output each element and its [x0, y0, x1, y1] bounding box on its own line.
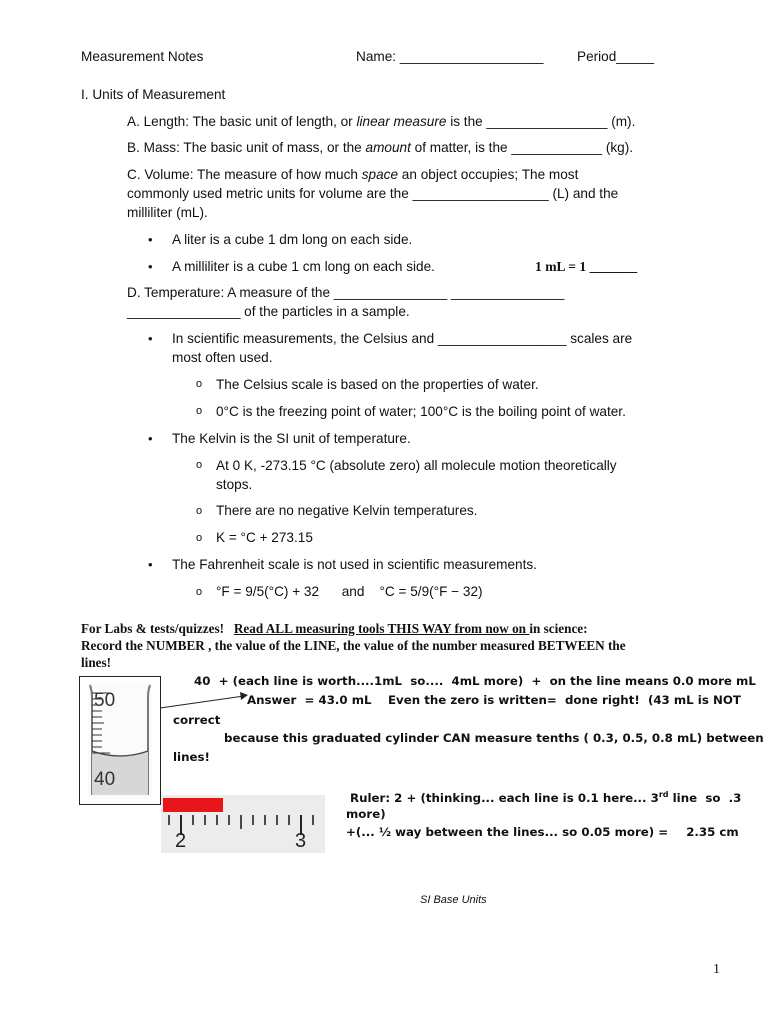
bullet-icon: • — [148, 259, 153, 274]
temperature-text-a: : A measure of the _______________ _______________ — [220, 285, 565, 300]
bullet-icon: • — [148, 431, 153, 446]
cylinder-answer — [247, 691, 741, 709]
kelvin-sub-2: There are no negative Kelvin temperatures. — [216, 503, 478, 518]
circle-bullet-icon: o — [196, 459, 203, 471]
kelvin-sub-1-line-1: At 0 K, -273.15 °C (absolute zero) all molecule motion theoretically — [216, 458, 617, 473]
length-emphasis: linear measure — [356, 114, 447, 129]
circle-bullet-icon: o — [196, 505, 203, 517]
document-title: Measurement Notes — [81, 49, 204, 64]
labs-emphasis: Read ALL measuring tools THIS WAY from now on — [233, 621, 530, 636]
length-label: A. Length — [127, 114, 186, 129]
volume-bullet-2: A milliliter is a cube 1 cm long on each side. — [172, 259, 435, 274]
ml-equation: 1 mL = 1 _______ — [535, 259, 638, 274]
section-heading: I. Units of Measurement — [81, 87, 226, 102]
ruler-answer-value: 2.35 cm — [686, 825, 739, 839]
length-text-a: : The basic unit of length, or — [185, 114, 357, 129]
volume-line-3: milliliter (mL). — [127, 205, 208, 220]
ruler-measurement-bar — [163, 798, 223, 812]
bullet-icon: • — [148, 232, 153, 247]
mass-text-b: of matter, is the ____________ (kg). — [410, 140, 634, 155]
labs-line-1 — [81, 620, 588, 638]
answer-label: Answer = — [247, 693, 319, 707]
ruler-note-1b: line so .3 — [668, 790, 742, 805]
mass-emphasis: amount — [365, 140, 411, 155]
circle-bullet-icon: o — [196, 532, 203, 544]
kelvin-sub-1-line-2: stops. — [216, 477, 253, 492]
cylinder-mark-40: 40 — [94, 769, 116, 790]
graduated-cylinder-image — [79, 676, 161, 805]
cylinder-note-3: correct — [173, 713, 221, 727]
temp-bullet-1-line-2: most often used. — [172, 350, 273, 365]
fahrenheit-formula: °F = 9/5(°C) + 32 and °C = 5/9(°F − 32) — [216, 584, 483, 599]
volume-text-a: : The measure of how much — [189, 167, 362, 182]
ruler-image — [161, 795, 325, 853]
volume-text-b: an object occupies; The most — [398, 167, 579, 182]
mass-text-a: : The basic unit of mass, or the — [176, 140, 366, 155]
labs-intro: For Labs & tests/quizzes! — [81, 621, 234, 636]
labs-line-2: Record the NUMBER , the value of the LINE, the value of the number measured BETWEEN the — [81, 638, 626, 653]
ruler-note-sup: rd — [658, 790, 669, 799]
ruler-note-3 — [346, 823, 739, 841]
answer-value: 43.0 mL — [318, 693, 372, 707]
mass-label: B. Mass — [127, 140, 177, 155]
period-field-label: Period_____ — [577, 49, 655, 64]
ruler-note-3-text: +(... ½ way between the lines... so 0.05 more) = — [346, 825, 669, 839]
labs-intro-end: in science: — [529, 621, 588, 636]
temp-bullet-1-line-1: In scientific measurements, the Celsius and _________________ scales are — [172, 331, 633, 346]
ruler-note-2: more) — [346, 807, 386, 821]
bullet-icon: • — [148, 331, 153, 346]
celsius-sub-2: 0°C is the freezing point of water; 100°C is the boiling point of water. — [216, 404, 626, 419]
ruler-mark-2: 2 — [175, 830, 187, 852]
circle-bullet-icon: o — [196, 405, 203, 417]
ruler-mark-3: 3 — [295, 830, 307, 852]
graduated-cylinder-drawing — [80, 677, 160, 804]
volume-emphasis: space — [361, 167, 399, 182]
mass-line — [127, 139, 633, 157]
temp-bullet-3: The Fahrenheit scale is not used in scientific measurements. — [172, 557, 537, 572]
page-number: 1 — [713, 962, 720, 977]
length-text-b: is the ________________ (m). — [446, 114, 636, 129]
cylinder-note-4: because this graduated cylinder CAN measure tenths ( 0.3, 0.5, 0.8 mL) between — [224, 731, 764, 745]
cylinder-note-1: 40 + (each line is worth....1mL so.... 4mL more) + on the line means 0.0 more mL — [194, 674, 756, 688]
ruler-note-1a: Ruler: 2 + (thinking... each line is 0.1 here... 3 — [350, 790, 659, 805]
answer-rest: Even the zero is written= done right! (43 mL is NOT — [371, 693, 741, 707]
cylinder-note-5: lines! — [173, 750, 210, 764]
bullet-icon: • — [148, 557, 153, 572]
temperature-line-1 — [127, 284, 564, 302]
volume-label: C. Volume — [127, 167, 190, 182]
temp-bullet-2: The Kelvin is the SI unit of temperature. — [172, 431, 411, 446]
celsius-sub-1: The Celsius scale is based on the properties of water. — [216, 377, 539, 392]
ruler-note-1 — [350, 786, 741, 807]
figure-caption: SI Base Units — [420, 894, 487, 906]
volume-line-2: commonly used metric units for volume are the __________________ (L) and the — [127, 186, 619, 201]
name-field-label: Name: ___________________ — [356, 49, 544, 64]
length-line — [127, 113, 635, 131]
volume-line-1 — [127, 166, 578, 184]
temperature-label: D. Temperature — [127, 285, 221, 300]
labs-line-3: lines! — [81, 655, 112, 670]
circle-bullet-icon: o — [196, 378, 203, 390]
kelvin-sub-3: K = °C + 273.15 — [216, 530, 313, 545]
temperature-line-2: _______________ of the particles in a sample. — [127, 304, 410, 319]
volume-bullet-1: A liter is a cube 1 dm long on each side. — [172, 232, 413, 247]
circle-bullet-icon: o — [196, 586, 203, 598]
cylinder-mark-50: 50 — [94, 690, 116, 711]
